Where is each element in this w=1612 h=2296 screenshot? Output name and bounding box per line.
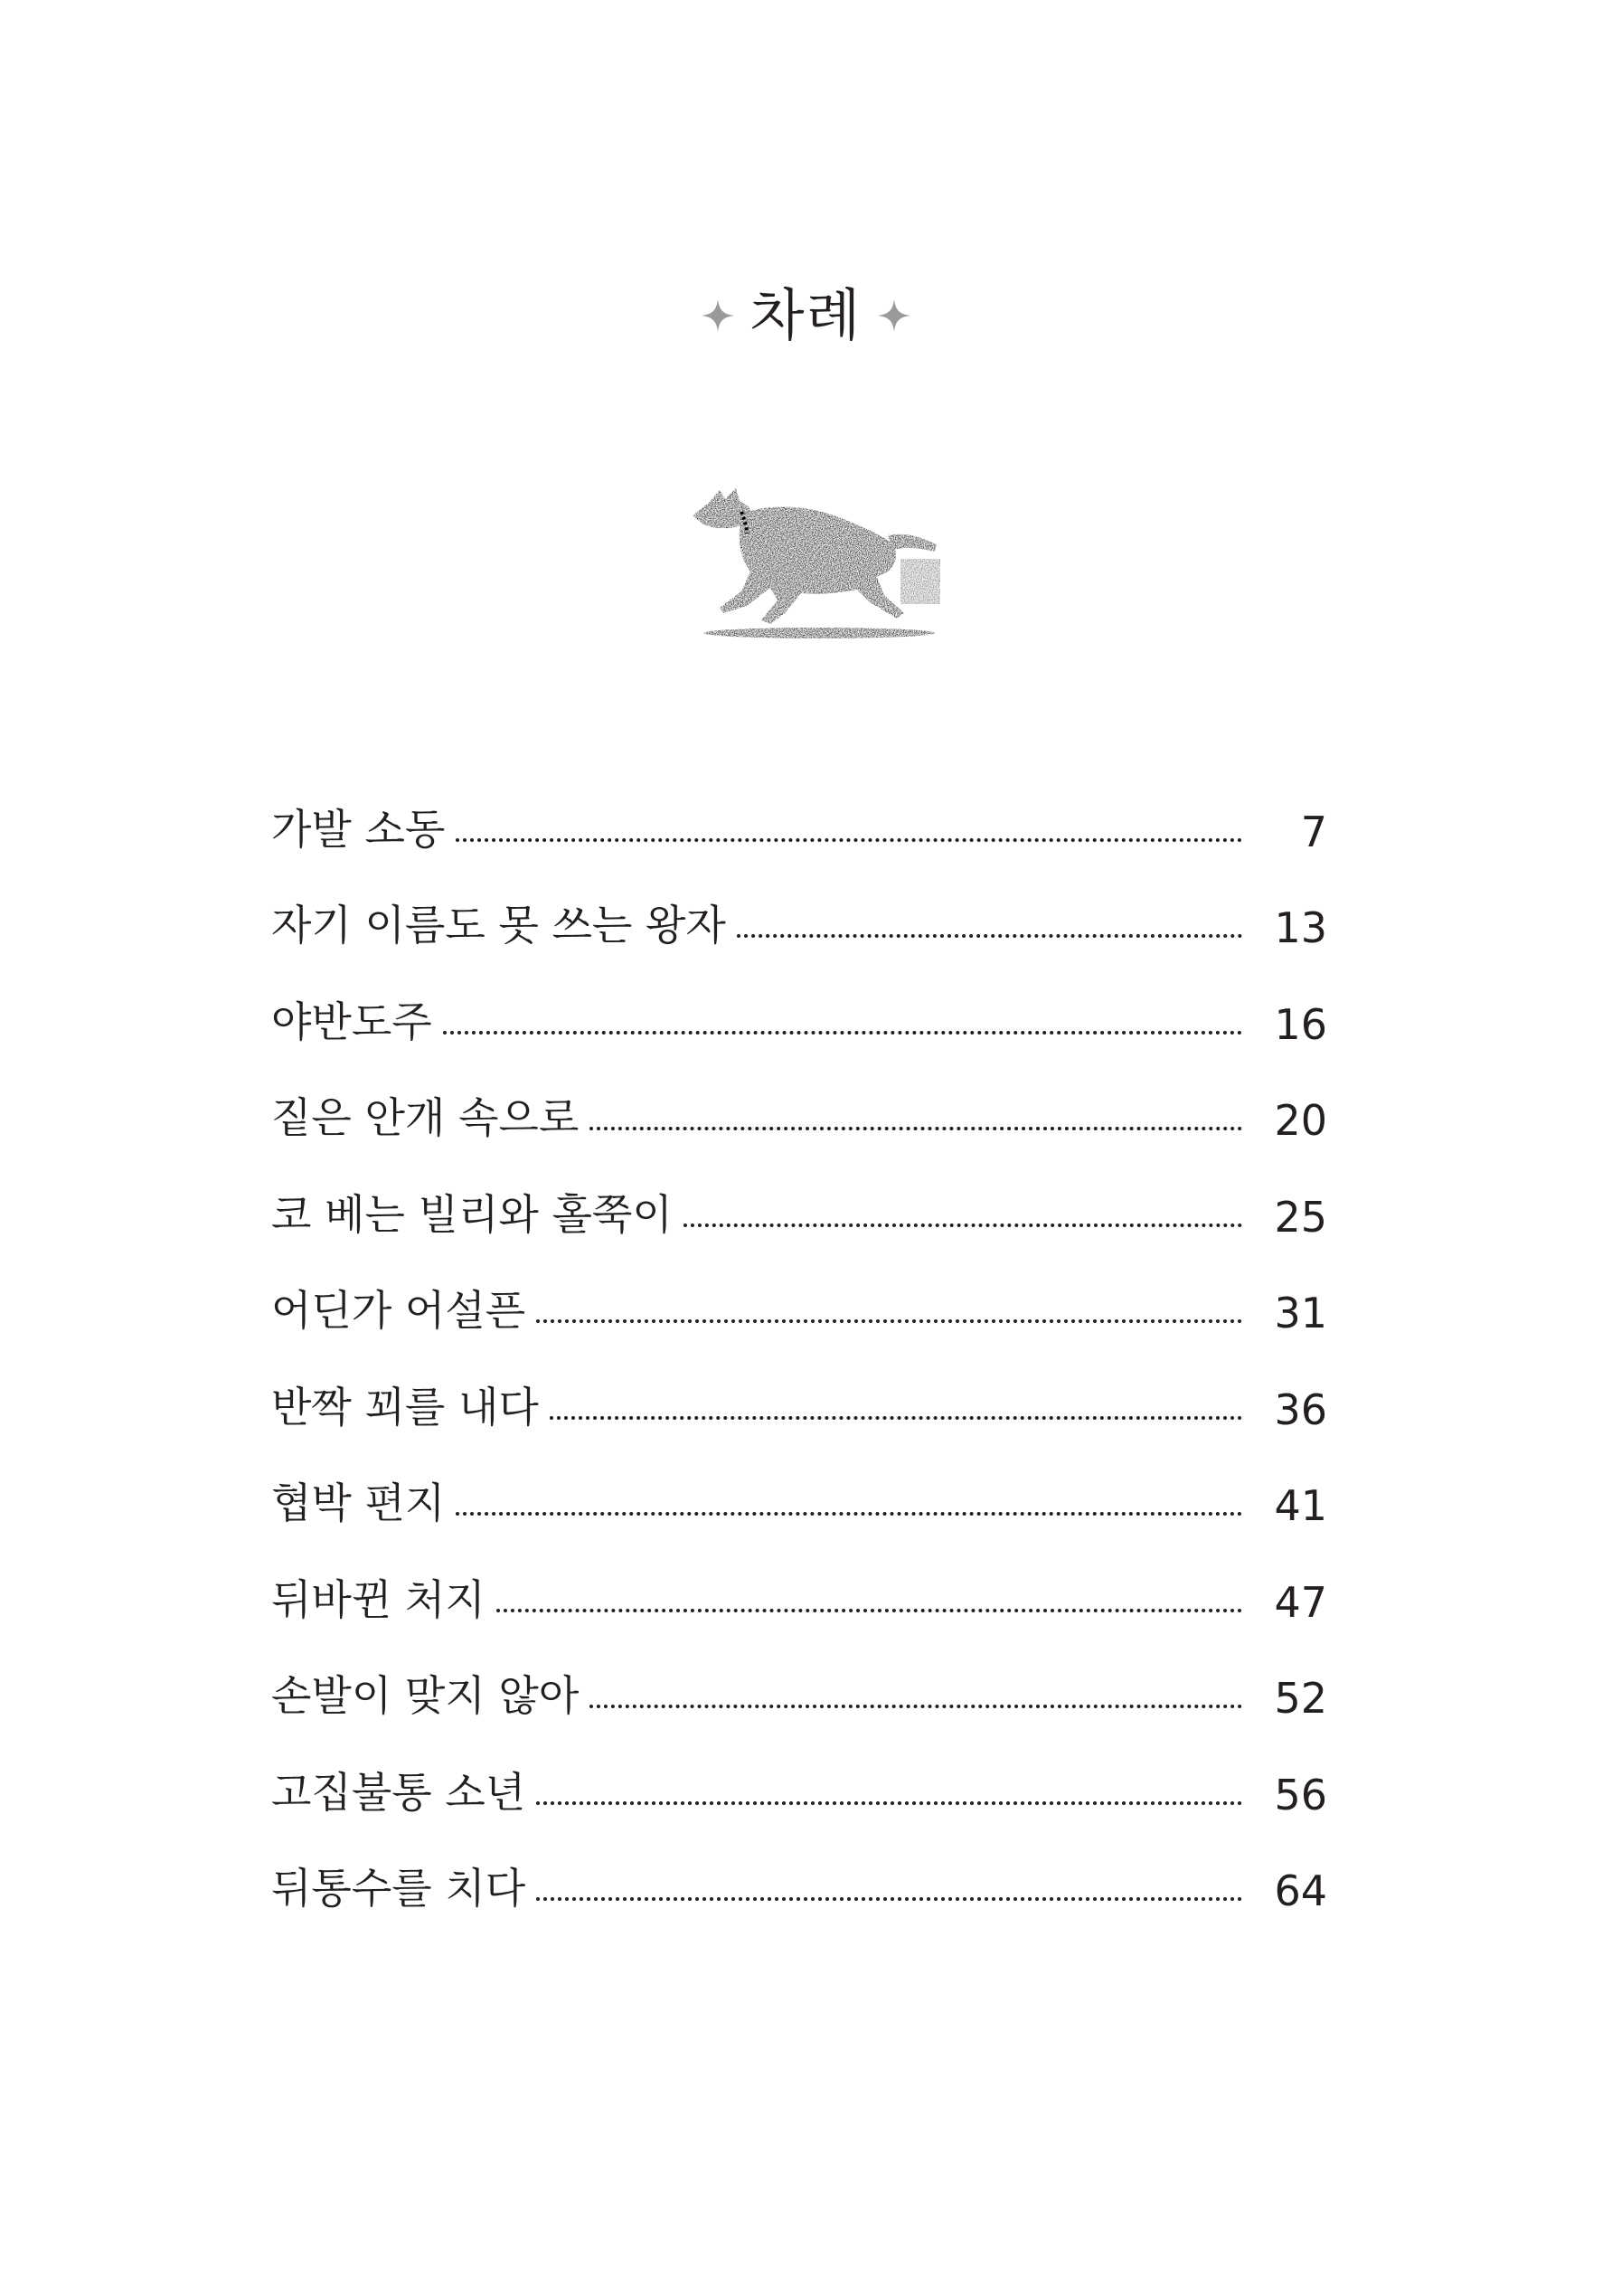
toc-entry-page: 16 bbox=[1274, 999, 1327, 1049]
table-of-contents bbox=[271, 785, 1327, 1941]
sparkle-right-icon bbox=[876, 298, 912, 334]
running-dog-illustration bbox=[683, 477, 946, 649]
dot-leader bbox=[456, 1512, 1242, 1516]
toc-entry[interactable] bbox=[271, 1748, 1327, 1845]
toc-entry[interactable] bbox=[271, 1555, 1327, 1652]
toc-entry[interactable] bbox=[271, 1363, 1327, 1460]
toc-entry-title: 야반도주 bbox=[271, 997, 432, 1046]
toc-entry-title: 반짝 꾀를 내다 bbox=[271, 1382, 539, 1431]
toc-entry-page: 25 bbox=[1274, 1192, 1327, 1242]
toc-entry-page: 64 bbox=[1274, 1866, 1327, 1915]
toc-entry-page: 56 bbox=[1274, 1770, 1327, 1819]
toc-entry-page: 52 bbox=[1274, 1674, 1327, 1723]
dot-leader bbox=[737, 934, 1242, 938]
toc-entry[interactable] bbox=[271, 1460, 1327, 1556]
toc-entry-page: 36 bbox=[1274, 1384, 1327, 1434]
toc-entry-title: 가발 소동 bbox=[271, 804, 446, 854]
toc-entry-title: 어딘가 어설픈 bbox=[271, 1286, 526, 1335]
toc-entry-page: 31 bbox=[1274, 1289, 1327, 1337]
dot-leader bbox=[536, 1897, 1242, 1901]
toc-entry-title: 코 베는 빌리와 홀쭉이 bbox=[271, 1189, 673, 1239]
dot-leader bbox=[536, 1319, 1242, 1323]
toc-entry[interactable] bbox=[271, 978, 1327, 1074]
toc-entry-title: 짙은 안개 속으로 bbox=[271, 1093, 580, 1142]
toc-entry-page: 7 bbox=[1300, 807, 1327, 856]
dot-leader bbox=[589, 1705, 1242, 1708]
toc-entry[interactable] bbox=[271, 1267, 1327, 1364]
toc-entry-title: 뒤바뀐 처지 bbox=[271, 1574, 485, 1624]
toc-entry-page: 20 bbox=[1274, 1096, 1327, 1145]
toc-entry-title: 자기 이름도 못 쓰는 왕자 bbox=[271, 901, 726, 950]
toc-entry-title: 고집불통 소년 bbox=[271, 1767, 526, 1817]
toc-entry[interactable] bbox=[271, 1845, 1327, 1942]
toc-entry-page: 41 bbox=[1274, 1481, 1327, 1530]
dot-leader bbox=[443, 1031, 1242, 1035]
dot-leader bbox=[536, 1801, 1242, 1805]
dot-leader bbox=[550, 1416, 1242, 1420]
toc-entry-page: 13 bbox=[1274, 903, 1327, 952]
dot-leader bbox=[589, 1127, 1242, 1130]
dot-leader bbox=[496, 1609, 1242, 1612]
dot-leader bbox=[456, 838, 1242, 842]
page-title: 차례 bbox=[749, 282, 863, 348]
toc-entry-page: 47 bbox=[1274, 1577, 1327, 1627]
toc-entry[interactable] bbox=[271, 882, 1327, 978]
toc-entry-title: 협박 편지 bbox=[271, 1479, 446, 1527]
toc-entry-title: 손발이 맞지 않아 bbox=[271, 1671, 580, 1720]
toc-entry[interactable] bbox=[271, 785, 1327, 882]
toc-entry[interactable] bbox=[271, 1652, 1327, 1749]
toc-entry[interactable] bbox=[271, 1170, 1327, 1267]
sparkle-left-icon bbox=[700, 298, 736, 334]
toc-entry-title: 뒤통수를 치다 bbox=[271, 1864, 526, 1913]
toc-entry[interactable] bbox=[271, 1074, 1327, 1171]
toc-heading bbox=[0, 282, 1612, 348]
dot-leader bbox=[683, 1224, 1242, 1227]
